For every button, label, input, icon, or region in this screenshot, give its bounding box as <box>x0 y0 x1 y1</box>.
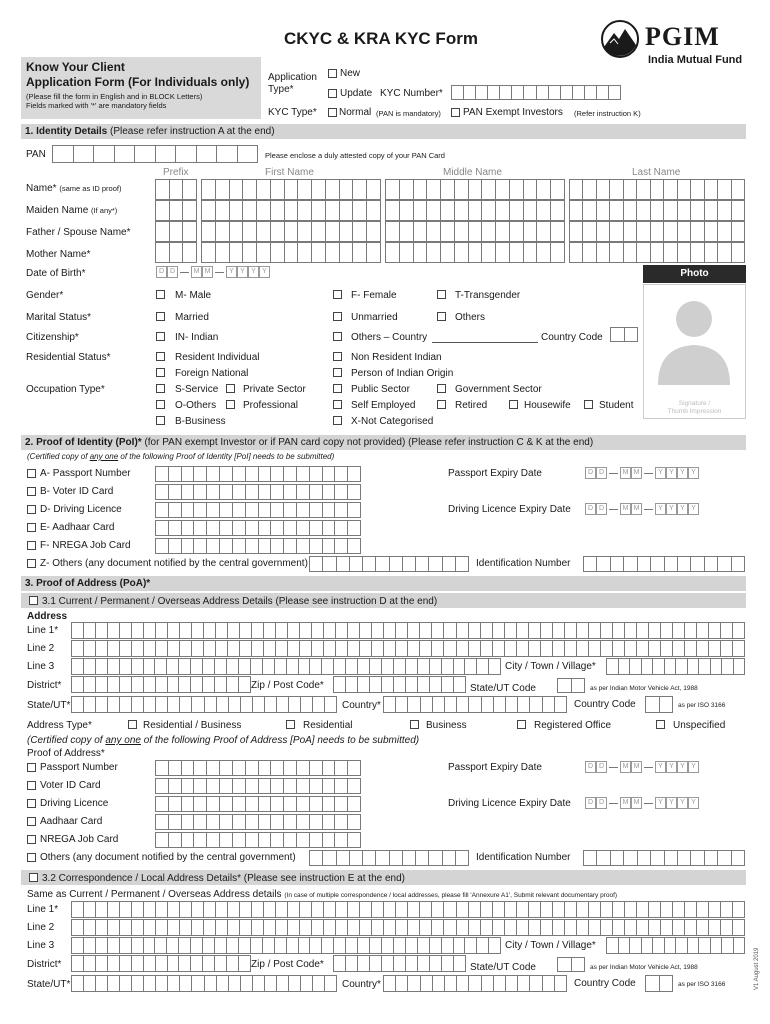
addr-city[interactable] <box>606 658 745 675</box>
c-state-code-label: State/UT Code <box>470 962 536 973</box>
o-business: B-Business <box>175 416 226 427</box>
poa-cert-note <box>27 735 419 746</box>
person-silhouette-icon <box>644 285 745 418</box>
pgim-mountain-icon <box>600 19 640 59</box>
dob-field[interactable] <box>156 266 270 278</box>
corr-zip[interactable] <box>333 955 466 972</box>
country-code-label: Country Code <box>541 332 603 343</box>
name-note: (same as ID proof) <box>59 184 122 193</box>
poa-driving: Driving Licence <box>40 798 109 809</box>
c-country-label: Country* <box>342 979 381 990</box>
o-notcat: X-Not Categorised <box>351 416 434 427</box>
new-checkbox[interactable] <box>328 69 337 78</box>
father-first[interactable] <box>201 221 381 242</box>
dla-y4: Y <box>688 797 699 809</box>
student-checkbox[interactable] <box>584 400 593 409</box>
mother-prefix[interactable] <box>155 242 197 263</box>
res-label: Residential Status* <box>26 352 111 363</box>
addr-line1[interactable] <box>71 622 745 639</box>
iso-note: as per ISO 3166 <box>678 702 726 709</box>
dl-y3: Y <box>677 503 688 515</box>
poi-driving-field[interactable] <box>155 502 361 518</box>
at-res-bus-checkbox[interactable] <box>128 720 137 729</box>
mother-first[interactable] <box>201 242 381 263</box>
zip-label: Zip / Post Code* <box>251 680 324 691</box>
brand-sub: India Mutual Fund <box>648 54 743 66</box>
dob-y3: Y <box>248 266 259 278</box>
col-middle: Middle Name <box>443 167 502 178</box>
photo-box[interactable] <box>643 284 746 419</box>
govt-checkbox[interactable] <box>437 384 446 393</box>
m-unmarried: Unmarried <box>351 312 398 323</box>
poi-aadhaar-field[interactable] <box>155 520 361 536</box>
c-others: Others – Country <box>351 332 428 343</box>
poi-voter: B- Voter ID Card <box>40 486 114 497</box>
dla-m2: M <box>631 797 642 809</box>
opt-update: Update <box>340 88 373 99</box>
g-female: F- Female <box>351 290 397 301</box>
sub32-title: 3.2 Correspondence / Local Address Details* (Please see instruction E at the end) <box>42 873 405 884</box>
poa-passport-field[interactable] <box>155 760 361 776</box>
c-line3-label: Line 3 <box>27 940 55 951</box>
poi-passport-checkbox[interactable] <box>27 469 36 478</box>
city-label: City / Town / Village* <box>505 661 596 672</box>
pan-label: PAN <box>26 149 46 160</box>
s2-note-post: of the following Proof of Identity [PoI] needs to be submitted) <box>118 452 335 461</box>
addr-type-label: Address Type* <box>27 720 92 731</box>
occ-label: Occupation Type* <box>26 384 105 395</box>
not-categorised-checkbox[interactable] <box>333 416 342 425</box>
pp-y1: Y <box>655 467 666 479</box>
at-unspec: Unspecified <box>673 720 726 731</box>
opt-normal: Normal <box>339 107 372 118</box>
maiden-prefix[interactable] <box>155 200 197 221</box>
name-label-text: Name* <box>26 183 57 194</box>
g-male: M- Male <box>175 290 212 301</box>
section1-header <box>21 124 746 139</box>
s2-note-pre: (Certified copy of <box>27 452 90 461</box>
self-employed-checkbox[interactable] <box>333 400 342 409</box>
opt-new: New <box>340 68 361 79</box>
o-others: O-Others <box>175 400 217 411</box>
app-type-label-1: Application <box>268 72 317 83</box>
poi-passport-exp: Passport Expiry Date <box>448 468 542 479</box>
poi-nrega-field[interactable] <box>155 538 361 554</box>
ppa-m1: M <box>620 761 631 773</box>
district-label: District* <box>27 680 62 691</box>
dl-y2: Y <box>666 503 677 515</box>
father-label: Father / Spouse Name* <box>26 227 131 238</box>
brand-name: PGIM <box>645 22 720 51</box>
maiden-last[interactable] <box>569 200 745 221</box>
know-title-2: Application Form (For Individuals only) <box>26 75 250 89</box>
g-trans: T-Transgender <box>455 290 521 301</box>
c-indian: IN- Indian <box>175 332 219 343</box>
kyc-type-label: KYC Type* <box>268 107 317 118</box>
at-res-checkbox[interactable] <box>286 720 295 729</box>
brand-logo <box>600 19 640 62</box>
marital-others-checkbox[interactable] <box>437 312 446 321</box>
s2-note-u: any one <box>89 452 119 461</box>
poi-voter-field[interactable] <box>155 484 361 500</box>
corr-country-code[interactable] <box>645 975 673 992</box>
opt-pan-exempt: PAN Exempt Investors <box>463 107 563 118</box>
retired-checkbox[interactable] <box>437 400 446 409</box>
poa-label: Proof of Address* <box>27 748 105 759</box>
motor-note: as per Indian Motor Vehicle Act, 1988 <box>590 685 698 692</box>
poi-driving-date[interactable] <box>585 503 699 515</box>
sig-note-1: Signature / <box>678 400 711 407</box>
maiden-label <box>26 205 117 216</box>
professional-checkbox[interactable] <box>226 400 235 409</box>
at-bus-checkbox[interactable] <box>410 720 419 729</box>
line3-label: Line 3 <box>27 661 55 672</box>
corr-line3[interactable] <box>71 937 501 954</box>
at-reg: Registered Office <box>534 720 612 731</box>
country-code-label-3: Country Code <box>574 699 636 710</box>
poa-cert-pre: (Certified copy of <box>27 735 106 746</box>
business-checkbox[interactable] <box>156 416 165 425</box>
maiden-first[interactable] <box>201 200 381 221</box>
dl-y1: Y <box>655 503 666 515</box>
section3-title: 3. Proof of Address (PoA)* <box>25 578 151 589</box>
name-label <box>26 183 121 194</box>
father-last[interactable] <box>569 221 745 242</box>
poa-driving-field[interactable] <box>155 796 361 812</box>
r-resident: Resident Individual <box>175 352 260 363</box>
corr-line1[interactable] <box>71 901 745 918</box>
dl-d1: D <box>585 503 596 515</box>
ppa-y3: Y <box>677 761 688 773</box>
citizen-country-code-field[interactable] <box>610 327 638 342</box>
poi-aadhaar: E- Aadhaar Card <box>40 522 115 533</box>
service-checkbox[interactable] <box>156 384 165 393</box>
addr-state-code[interactable] <box>557 678 585 693</box>
public-checkbox[interactable] <box>333 384 342 393</box>
poi-driving: D- Driving Licence <box>40 504 122 515</box>
married-checkbox[interactable] <box>156 312 165 321</box>
poi-nrega: F- NREGA Job Card <box>40 540 131 551</box>
o-service: S-Service <box>175 384 219 395</box>
normal-checkbox[interactable] <box>328 108 337 117</box>
poa-voter-field[interactable] <box>155 778 361 794</box>
at-res: Residential <box>303 720 353 731</box>
addr-country-code[interactable] <box>645 696 673 713</box>
pan-exempt-note: (Refer instruction K) <box>574 109 641 118</box>
o-student: Student <box>599 400 634 411</box>
col-first: First Name <box>265 167 314 178</box>
photo-label: Photo <box>643 265 746 283</box>
poa-nrega: NREGA Job Card <box>40 834 119 845</box>
poa-ident-no: Identification Number <box>476 852 571 863</box>
country-label: Country* <box>342 700 381 711</box>
at-res-bus: Residential / Business <box>143 720 242 731</box>
poi-driving-checkbox[interactable] <box>27 505 36 514</box>
poa-passport-exp: Passport Expiry Date <box>448 762 542 773</box>
poi-ident-no: Identification Number <box>476 558 571 569</box>
corr-country[interactable] <box>383 975 567 992</box>
maiden-label-text: Maiden Name <box>26 205 89 216</box>
dob-label: Date of Birth* <box>26 268 86 279</box>
poi-others: Z- Others (any document notified by the central government) <box>40 558 308 569</box>
addr-state[interactable] <box>71 696 337 713</box>
section1-title-rest: (Please refer instruction A at the end) <box>107 126 275 137</box>
ppa-y4: Y <box>688 761 699 773</box>
c-state-label: State/UT* <box>27 979 71 990</box>
r-foreign: Foreign National <box>175 368 249 379</box>
col-prefix: Prefix <box>163 167 189 178</box>
marital-label: Marital Status* <box>26 312 92 323</box>
addr-district[interactable] <box>71 676 251 693</box>
mother-middle[interactable] <box>385 242 565 263</box>
poi-passport-date[interactable] <box>585 467 699 479</box>
ppa-m2: M <box>631 761 642 773</box>
section2-title-rest: (for PAN exempt Investor or if PAN card copy not provided) (Please refer instruction C & K at the end) <box>141 437 594 448</box>
occ-others-checkbox[interactable] <box>156 400 165 409</box>
poi-driving-exp: Driving Licence Expiry Date <box>448 504 571 515</box>
resident-checkbox[interactable] <box>156 352 165 361</box>
app-type-label-2: Type* <box>268 84 294 95</box>
addr-line2[interactable] <box>71 640 745 657</box>
kyc-number-label: KYC Number* <box>380 88 443 99</box>
same-as-text: Same as Current / Permanent / Overseas Address details <box>27 889 282 900</box>
addr-country[interactable] <box>383 696 567 713</box>
line2-label: Line 2 <box>27 643 55 654</box>
poi-passport-field[interactable] <box>155 466 361 482</box>
country-line[interactable] <box>432 342 538 343</box>
pan-note: Please enclose a duly attested copy of your PAN Card <box>265 151 445 160</box>
section2-title: 2. Proof of Identity (PoI)* <box>25 437 142 448</box>
unmarried-checkbox[interactable] <box>333 312 342 321</box>
poa-driving-date[interactable] <box>585 797 699 809</box>
mother-label: Mother Name* <box>26 249 91 260</box>
addr-zip[interactable] <box>333 676 466 693</box>
dl-y4: Y <box>688 503 699 515</box>
r-nri: Non Resident Indian <box>351 352 442 363</box>
father-prefix[interactable] <box>155 221 197 242</box>
sub32-checkbox[interactable] <box>29 873 38 882</box>
form-title: CKYC & KRA KYC Form <box>284 29 478 48</box>
dla-y1: Y <box>655 797 666 809</box>
dla-d1: D <box>585 797 596 809</box>
maiden-middle[interactable] <box>385 200 565 221</box>
at-reg-checkbox[interactable] <box>517 720 526 729</box>
housewife-checkbox[interactable] <box>509 400 518 409</box>
father-middle[interactable] <box>385 221 565 242</box>
section2-note <box>27 452 334 461</box>
poa-nrega-field[interactable] <box>155 832 361 848</box>
ppa-y1: Y <box>655 761 666 773</box>
corr-district[interactable] <box>71 955 251 972</box>
foreign-checkbox[interactable] <box>156 368 165 377</box>
poa-aadhaar-checkbox[interactable] <box>27 817 36 826</box>
pp-y4: Y <box>688 467 699 479</box>
state-label: State/UT* <box>27 700 71 711</box>
indian-checkbox[interactable] <box>156 332 165 341</box>
dl-m2: M <box>631 503 642 515</box>
poi-aadhaar-checkbox[interactable] <box>27 523 36 532</box>
know-note-2: Fields marked with '*' are mandatory fields <box>26 101 167 110</box>
pp-d2: D <box>596 467 607 479</box>
dob-m2: M <box>202 266 213 278</box>
normal-note: (PAN is mandatory) <box>376 109 441 118</box>
know-note-1: (Please fill the form in English and in BLOCK Letters) <box>26 92 203 101</box>
c-iso-note: as per ISO 3166 <box>678 981 726 988</box>
maiden-note: (If any*) <box>91 206 118 215</box>
c-district-label: District* <box>27 959 62 970</box>
m-others: Others <box>455 312 486 323</box>
section1-title: 1. Identity Details <box>25 126 108 137</box>
ppa-d2: D <box>596 761 607 773</box>
poi-others-field[interactable] <box>309 556 469 572</box>
poa-others-checkbox[interactable] <box>27 853 36 862</box>
poa-aadhaar-field[interactable] <box>155 814 361 830</box>
section32-header <box>21 870 746 885</box>
name-first[interactable] <box>201 179 381 200</box>
pp-d1: D <box>585 467 596 479</box>
poa-cert-u: any one <box>105 735 141 746</box>
female-checkbox[interactable] <box>333 290 342 299</box>
dla-y2: Y <box>666 797 677 809</box>
kyc-number-field[interactable] <box>451 85 621 100</box>
sig-note <box>643 400 746 416</box>
dob-y1: Y <box>226 266 237 278</box>
c-city-label: City / Town / Village* <box>505 940 596 951</box>
corr-state[interactable] <box>71 975 337 992</box>
name-last[interactable] <box>569 179 745 200</box>
poa-passport: Passport Number <box>40 762 118 773</box>
mother-last[interactable] <box>569 242 745 263</box>
trans-checkbox[interactable] <box>437 290 446 299</box>
corr-line2[interactable] <box>71 919 745 936</box>
pp-m1: M <box>620 467 631 479</box>
poi-ident-field[interactable] <box>583 556 745 572</box>
o-prof: Professional <box>243 400 299 411</box>
o-housewife: Housewife <box>524 400 571 411</box>
poi-voter-checkbox[interactable] <box>27 487 36 496</box>
poa-driving-checkbox[interactable] <box>27 799 36 808</box>
state-code-label: State/UT Code <box>470 683 536 694</box>
col-last: Last Name <box>632 167 681 178</box>
o-private: Private Sector <box>243 384 306 395</box>
ppa-d1: D <box>585 761 596 773</box>
poa-driving-exp: Driving Licence Expiry Date <box>448 798 571 809</box>
dl-m1: M <box>620 503 631 515</box>
poi-passport: A- Passport Number <box>40 468 131 479</box>
dl-d2: D <box>596 503 607 515</box>
poa-others: Others (any document notified by the central government) <box>40 852 296 863</box>
r-pio: Person of Indian Origin <box>351 368 454 379</box>
same-as-note: (In case of multiple correspondence / local addresses, please fill 'Annexure A1', Submit relevant documentary proof) <box>284 892 618 899</box>
sub31-checkbox[interactable] <box>29 596 38 605</box>
dla-m1: M <box>620 797 631 809</box>
sig-note-2: Thumb Impression <box>667 408 722 415</box>
pio-checkbox[interactable] <box>333 368 342 377</box>
poa-voter: Voter ID Card <box>40 780 101 791</box>
male-checkbox[interactable] <box>156 290 165 299</box>
dob-y2: Y <box>237 266 248 278</box>
name-middle[interactable] <box>385 179 565 200</box>
addr-line3[interactable] <box>71 658 501 675</box>
poa-ident-field[interactable] <box>583 850 745 866</box>
poa-aadhaar: Aadhaar Card <box>40 816 103 827</box>
ppa-y2: Y <box>666 761 677 773</box>
poa-voter-checkbox[interactable] <box>27 781 36 790</box>
pp-m2: M <box>631 467 642 479</box>
c-country-code-label: Country Code <box>574 978 636 989</box>
citizen-others-checkbox[interactable] <box>333 332 342 341</box>
poi-nrega-checkbox[interactable] <box>27 541 36 550</box>
citizen-label: Citizenship* <box>26 332 79 343</box>
c-motor-note: as per Indian Motor Vehicle Act, 1988 <box>590 964 698 971</box>
poa-others-field[interactable] <box>309 850 469 866</box>
same-as-row <box>27 889 617 900</box>
corr-state-code[interactable] <box>557 957 585 972</box>
corr-city[interactable] <box>606 937 745 954</box>
dob-y4: Y <box>259 266 270 278</box>
pan-field[interactable] <box>52 145 258 163</box>
poa-passport-date[interactable] <box>585 761 699 773</box>
poi-others-checkbox[interactable] <box>27 559 36 568</box>
poa-nrega-checkbox[interactable] <box>27 835 36 844</box>
update-checkbox[interactable] <box>328 89 337 98</box>
o-public: Public Sector <box>351 384 410 395</box>
address-label: Address <box>27 611 68 622</box>
pan-exempt-checkbox[interactable] <box>451 108 460 117</box>
m-married: Married <box>175 312 209 323</box>
c-line2-label: Line 2 <box>27 922 55 933</box>
dob-d2: D <box>167 266 178 278</box>
section31-header <box>21 593 746 608</box>
c-line1-label: Line 1* <box>27 904 59 915</box>
name-prefix[interactable] <box>155 179 197 200</box>
dla-y3: Y <box>677 797 688 809</box>
sub31-title: 3.1 Current / Permanent / Overseas Address Details (Please see instruction D at the end) <box>42 596 438 607</box>
private-checkbox[interactable] <box>226 384 235 393</box>
at-bus: Business <box>426 720 467 731</box>
pp-y3: Y <box>677 467 688 479</box>
dob-d1: D <box>156 266 167 278</box>
at-unspec-checkbox[interactable] <box>656 720 665 729</box>
o-govt: Government Sector <box>455 384 542 395</box>
section2-header <box>21 435 746 450</box>
poa-cert-post: of the following Proof of Address [PoA] needs to be submitted) <box>140 735 420 746</box>
poa-passport-checkbox[interactable] <box>27 763 36 772</box>
pp-y2: Y <box>666 467 677 479</box>
o-retired: Retired <box>455 400 488 411</box>
section3-header <box>21 576 746 591</box>
line1-label: Line 1* <box>27 625 59 636</box>
c-zip-label: Zip / Post Code* <box>251 959 324 970</box>
dla-d2: D <box>596 797 607 809</box>
nri-checkbox[interactable] <box>333 352 342 361</box>
dob-m1: M <box>191 266 202 278</box>
gender-label: Gender* <box>26 290 64 301</box>
o-self: Self Employed <box>351 400 416 411</box>
version-note: V1 August 2019 <box>754 947 760 990</box>
know-title-1: Know Your Client <box>26 60 125 74</box>
